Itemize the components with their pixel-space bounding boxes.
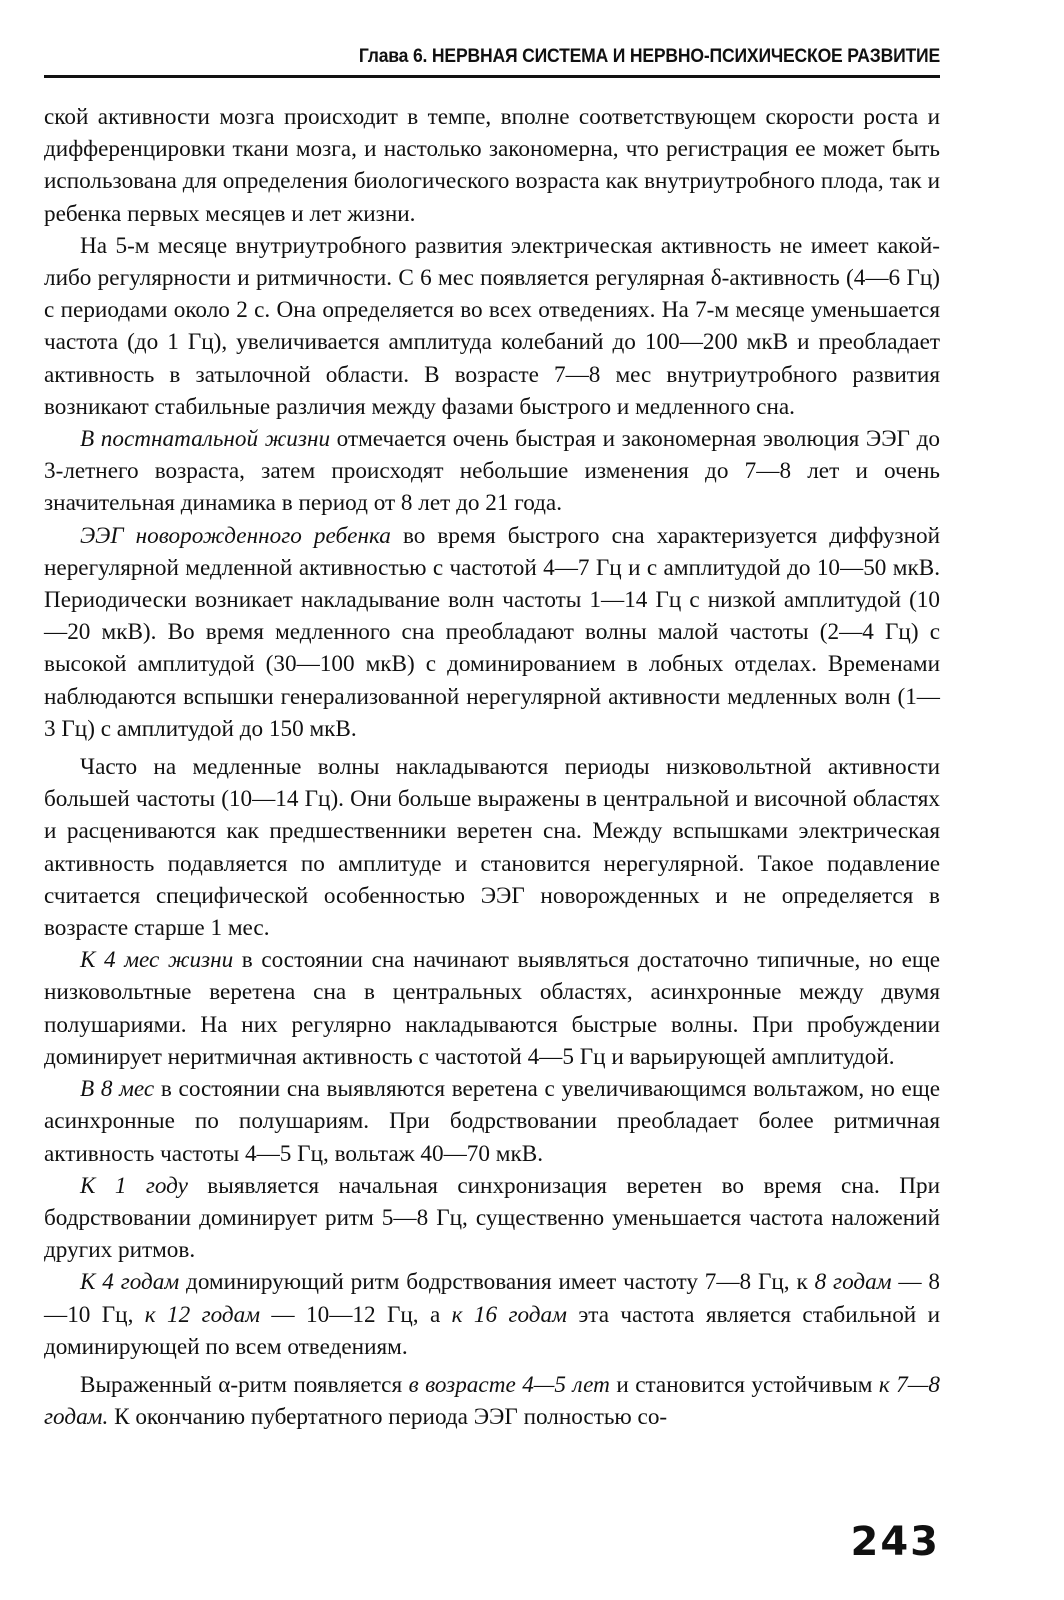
running-header: Глава 6. НЕРВНАЯ СИСТЕМА И НЕРВНО-ПСИХИЧЕСКОЕ РАЗВИТИЕ [358, 45, 940, 67]
italic-lead: В 8 мес [80, 1076, 155, 1103]
paragraph-10: Выраженный α-ритм появляется в возрасте 4—5 лет и становится устойчивым к 7—8 годам. К окончанию пубертатного периода ЭЭГ полностью со- [44, 1371, 940, 1431]
italic-phrase: к 16 годам [451, 1301, 567, 1328]
body-text [44, 101, 940, 1433]
paragraph-9: К 4 годам доминирующий ритм бодрствования имеет частоту 7—8 Гц, к 8 годам — 8—10 Гц, к 12 годам — 10—12 Гц, а к 16 годам эта частота является стабильной и доминирующей по всем отведениям. [44, 1269, 940, 1360]
italic-lead: В постнатальной жизни [80, 426, 331, 453]
italic-lead: ЭЭГ новорожденного ребенка [80, 522, 391, 549]
header-rule [44, 75, 940, 78]
paragraph-7: В 8 мес в состоянии сна выявляются веретена с увеличивающимся вольтажом, но еще асинхронные по полушариям. При бодрствовании преобладает более ритмичная активность частоты 4—5 Гц, вольтаж 40—70 мкВ. [44, 1076, 940, 1167]
italic-lead: К 1 году [80, 1172, 188, 1199]
italic-phrase: к 7—8 годам. [44, 1371, 940, 1431]
italic-phrase: к 12 годам [144, 1301, 261, 1328]
italic-phrase: в возрасте 4—5 лет [408, 1371, 610, 1398]
italic-lead: К 4 мес жизни [80, 947, 234, 974]
paragraph-5: Часто на медленные волны накладываются периоды низковольтной активности большей частоты (10—14 Гц). Они больше выражены в центральной и височной областях и расцениваются как предшественники веретен сна. Между вспышками электрическая активность подавляется по амплитуде и становится нерегулярной. Такое подавление считается специфической особенностью ЭЭГ новорожденных и не определяется в возрасте старше 1 мес. [44, 754, 940, 942]
paragraph-1: ской активности мозга происходит в темпе, вполне соответствующем скорости роста и дифференцировки ткани мозга, и настолько закономерна, что регистрация ее может быть использована для определения биологического возраста как внутриутробного плода, так и ребенка первых месяцев и лет жизни. [44, 104, 940, 227]
paragraph-6: К 4 мес жизни в состоянии сна начинают выявляться достаточно типичные, но еще низковольтные веретена сна в центральных областях, асинхронные между двумя полушариями. На них регулярно накладываются быстрые волны. При пробуждении доминирует неритмичная активность с частотой 4—5 Гц и варьирующей амплитудой. [44, 947, 941, 1070]
page-number: 243 [850, 1519, 940, 1565]
paragraph-8: К 1 году выявляется начальная синхронизация веретен во время сна. При бодрствовании доминирует ритм 5—8 Гц, существенно уменьшается частота наложений других ритмов. [44, 1172, 940, 1264]
paragraph-4: ЭЭГ новорожденного ребенка во время быстрого сна характеризуется диффузной нерегулярной медленной активностью с частотой 4—7 Гц и с амплитудой до 10—50 мкВ. Периодически возникает накладывание волн частоты 1—14 Гц с низкой амплитудой (10—20 мкВ). Во время медленного сна преобладают волны малой частоты (2—4 Гц) с высокой амплитудой (30—100 мкВ) с доминированием в лобных отделах. Временами наблюдаются вспышки генерализованной нерегулярной активности медленных волн (1—3 Гц) с амплитудой до 150 мкВ. [44, 522, 940, 742]
italic-lead: К 4 годам [80, 1269, 180, 1296]
paragraph-2: На 5-м месяце внутриутробного развития электрическая активность не имеет какой-либо регулярности и ритмичности. С 6 мес появляется регулярная δ-активность (4—6 Гц) с периодами около 2 с. Она определяется во всех отведениях. На 7-м месяце уменьшается частота (до 1 Гц), увеличивается амплитуда колебаний до 100—200 мкВ и преобладает активность в затылочной области. В возрасте 7—8 мес внутриутробного развития возникают стабильные различия между фазами быстрого и медленного сна. [44, 232, 940, 420]
italic-phrase: 8 годам [814, 1269, 892, 1296]
paragraph-3: В постнатальной жизни отмечается очень быстрая и закономерная эволюция ЭЭГ до 3-летнего возраста, затем происходят небольшие изменения до 7—8 лет и очень значительная динамика в период от 8 лет до 21 года. [44, 426, 940, 517]
